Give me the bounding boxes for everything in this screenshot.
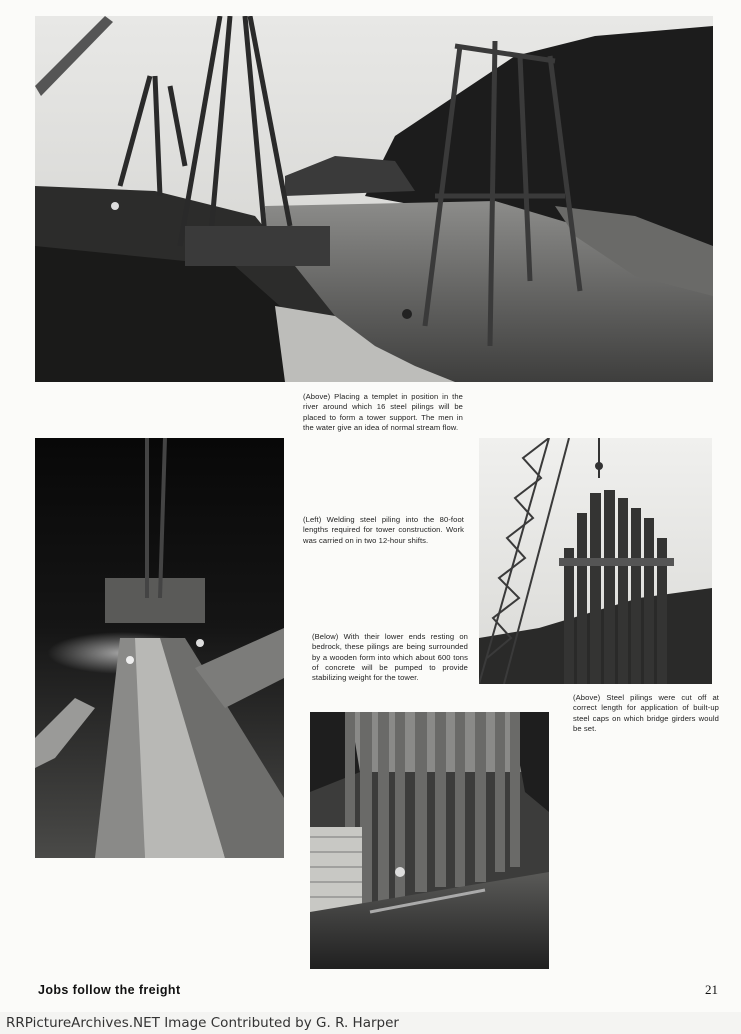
page-number: 21 <box>705 982 718 997</box>
river-templet-photo <box>35 16 713 382</box>
crane-pilings-photo <box>479 438 712 684</box>
caption-steel-caps: (Above) Steel pilings were cut off at correct length for application of built-up steel caps on which bridge girders would be set. <box>573 693 719 733</box>
image-credit-banner: RRPictureArchives.NET Image Contributed by G. R. Harper <box>0 1012 741 1034</box>
caption-templet: (Above) Placing a templet in position in the river around which 16 steel pilings will be placed to form a tower support. The men in the water give an idea of normal stream flow. <box>303 392 463 432</box>
caption-welding: (Left) Welding steel piling into the 80-foot lengths required for tower construction. Work was carried on in two 12-hour shifts. <box>303 515 464 545</box>
night-welding-photo <box>35 438 284 858</box>
concrete-form-photo <box>310 712 549 969</box>
caption-bedrock: (Below) With their lower ends resting on bedrock, these pilings are being surrounded by a wooden form into which about 600 tons of concrete will be pumped to provide stabilizing weight for the tower. <box>312 632 468 683</box>
footer-title: Jobs follow the freight <box>38 983 181 997</box>
